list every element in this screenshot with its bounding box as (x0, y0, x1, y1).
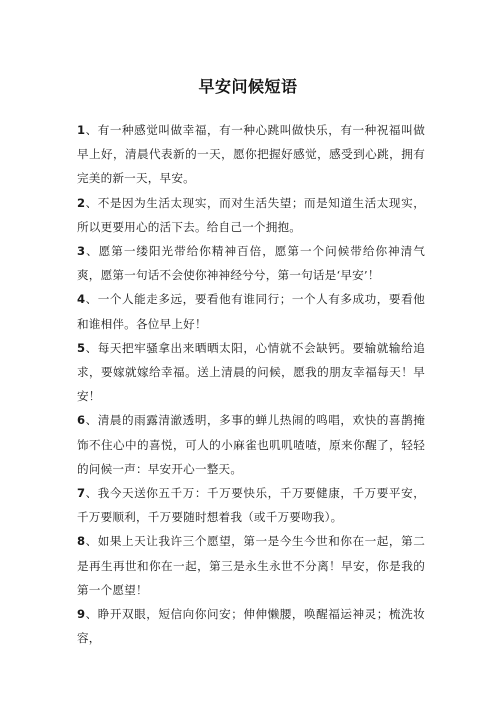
paragraph-number: 5 (77, 340, 86, 355)
paragraph-number: 8 (77, 534, 86, 549)
paragraph-2 (77, 191, 425, 239)
paragraph-text: 、如果上天让我许三个愿望，第一是今生今世和你在一起，第二是再生再世和你在一起，第三是永生永世不分离！早安，你是我的第一个愿望！ (77, 534, 425, 597)
paragraph-8 (77, 529, 425, 602)
paragraph-number: 7 (77, 486, 86, 501)
paragraph-text: 、清晨的雨露清澈透明，多事的蝉儿热闹的鸣唱，欢快的喜鹊掩饰不住心中的喜悦，可人的小麻雀也叽叽喳喳，原来你醒了，轻轻的问候一声：早安开心一整天。 (77, 413, 425, 476)
paragraph-text: 、有一种感觉叫做幸福，有一种心跳叫做快乐，有一种祝福叫做早上好，清晨代表新的一天，愿你把握好感觉，感受到心跳，拥有完美的新一天，早安。 (77, 123, 425, 186)
document-title: 早安问候短语 (198, 77, 298, 96)
paragraph-text: 、不是因为生活太现实，而对生活失望；而是知道生活太现实，所以更要用心的活下去。给自己一个拥抱。 (77, 195, 425, 234)
paragraph-text: 、每天把牢骚拿出来晒晒太阳，心情就不会缺钙。要输就输给追求，要嫁就嫁给幸福。送上清晨的问候，愿我的朋友幸福每天！早安！ (77, 340, 425, 404)
paragraph-text: 、睁开双眼，短信向你问安；伸伸懒腰，唤醒福运神灵；梳洗妆容， (77, 607, 425, 646)
paragraph-number: 1 (77, 123, 86, 137)
paragraph-text: 、愿第一缕阳光带给你精神百倍，愿第一个问候带给你神清气爽，愿第一句话不会使你神神经兮兮，第一句话是‘早安’！ (77, 244, 425, 283)
paragraph-3 (77, 239, 425, 287)
paragraph-number: 4 (77, 292, 86, 307)
paragraph-number: 9 (77, 607, 86, 622)
paragraph-number: 6 (77, 413, 86, 428)
paragraph-9 (77, 602, 425, 650)
paragraph-number: 3 (77, 244, 86, 259)
paragraph-4 (77, 287, 425, 335)
paragraph-6 (77, 408, 425, 481)
paragraph-1 (77, 118, 425, 191)
paragraph-text: 、一个人能走多远，要看他有谁同行；一个人有多成功，要看他和谁相伴。各位早上好！ (77, 292, 425, 331)
document-body (77, 118, 425, 650)
paragraph-7 (77, 481, 425, 529)
paragraph-5 (77, 336, 425, 409)
paragraph-text: 、我今天送你五千万：千万要快乐，千万要健康，千万要平安，千万要顺利，千万要随时想着我（或千万要吻我）。 (77, 486, 425, 525)
paragraph-number: 2 (77, 195, 86, 210)
